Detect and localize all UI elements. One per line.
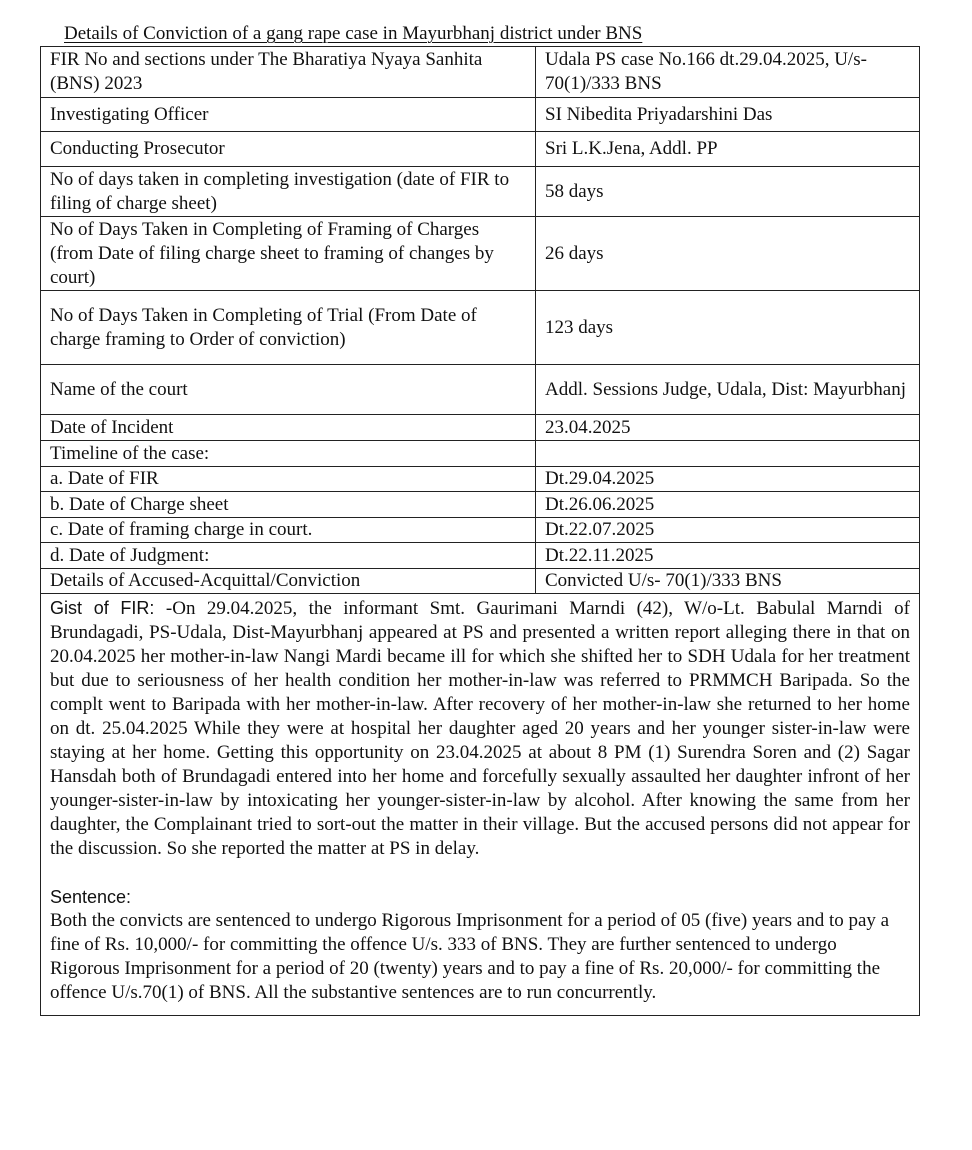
row-value: 123 days <box>536 291 920 365</box>
gist-heading: Gist of FIR: <box>50 598 155 618</box>
table-row <box>41 98 920 132</box>
row-label: Date of Incident <box>41 415 536 441</box>
row-value: Udala PS case No.166 dt.29.04.2025, U/s-70(1)/333 BNS <box>536 47 920 98</box>
table-row <box>41 543 920 569</box>
table-row <box>41 467 920 492</box>
row-value: Dt.26.06.2025 <box>536 492 920 518</box>
row-label: c. Date of framing charge in court. <box>41 518 536 543</box>
table-row <box>41 47 920 98</box>
gist-row <box>41 594 920 1016</box>
row-value: Addl. Sessions Judge, Udala, Dist: Mayurbhanj <box>536 365 920 415</box>
table-row <box>41 291 920 365</box>
document-title: Details of Conviction of a gang rape case in Mayurbhanj district under BNS <box>64 23 643 44</box>
row-value: 26 days <box>536 217 920 291</box>
row-label: b. Date of Charge sheet <box>41 492 536 518</box>
conviction-details-table <box>40 46 920 1016</box>
table-row <box>41 569 920 594</box>
row-label: No of Days Taken in Completing of Framing of Charges (from Date of filing charge sheet to framing of changes by court) <box>41 217 536 291</box>
gist-of-fir <box>50 596 910 861</box>
row-label: a. Date of FIR <box>41 467 536 492</box>
row-label: Timeline of the case: <box>41 441 536 467</box>
row-label: FIR No and sections under The Bharatiya Nyaya Sanhita (BNS) 2023 <box>41 47 536 98</box>
row-value: Sri L.K.Jena, Addl. PP <box>536 132 920 167</box>
table-row <box>41 492 920 518</box>
table-row <box>41 365 920 415</box>
row-label: Conducting Prosecutor <box>41 132 536 167</box>
row-value: 23.04.2025 <box>536 415 920 441</box>
row-label: No of Days Taken in Completing of Trial (From Date of charge framing to Order of conviction) <box>41 291 536 365</box>
table-row <box>41 167 920 217</box>
table-row <box>41 441 920 467</box>
row-label: Name of the court <box>41 365 536 415</box>
row-value: Convicted U/s- 70(1)/333 BNS <box>536 569 920 594</box>
row-label: d. Date of Judgment: <box>41 543 536 569</box>
row-value: SI Nibedita Priyadarshini Das <box>536 98 920 132</box>
row-value: 58 days <box>536 167 920 217</box>
row-label: Details of Accused-Acquittal/Conviction <box>41 569 536 594</box>
row-value: Dt.29.04.2025 <box>536 467 920 492</box>
row-label: No of days taken in completing investigation (date of FIR to filing of charge sheet) <box>41 167 536 217</box>
table-row <box>41 518 920 543</box>
row-value: Dt.22.11.2025 <box>536 543 920 569</box>
spacer <box>50 861 910 885</box>
table-row <box>41 132 920 167</box>
row-value: Dt.22.07.2025 <box>536 518 920 543</box>
table-row <box>41 415 920 441</box>
sentence-heading: Sentence: <box>50 887 132 907</box>
gist-sentence-cell <box>41 594 920 1016</box>
table-row <box>41 217 920 291</box>
row-label: Investigating Officer <box>41 98 536 132</box>
row-value <box>536 441 920 467</box>
sentence-text: Both the convicts are sentenced to undergo Rigorous Imprisonment for a period of 05 (five) years and to pay a fine of Rs. 10,000/- for committing the offence U/s. 333 of BNS. They are further sentenced to undergo Rigorous Imprisonment for a period of 20 (twenty) years and to pay a fine of Rs. 20,000/- for committing the offence U/s.70(1) of BNS. All the substantive sentences are to run concurrently. <box>50 910 890 1003</box>
gist-text: -On 29.04.2025, the informant Smt. Gaurimani Marndi (42), W/o-Lt. Babulal Marndi of Brundagadi, PS-Udala, Dist-Mayurbhanj appeared at PS and presented a written report alleging there in that on 20.04.2025 her mother-in-law Nangi Mardi became ill for which she shifted her to SDH Udala for her treatment but due to seriousness of her health condition her mother-in-law was referred to PRMMCH Baripada. So the complt went to Baripada with her mother-in-law. After recovery of her mother-in-law she returned to her home on dt. 25.04.2025 While they were at hospital her daughter aged 20 years and her younger sister-in-law were staying at her home. Getting this opportunity on 23.04.2025 at about 8 PM (1) Surendra Soren and (2) Sagar Hansdah both of Brundagadi entered into her home and forcefully sexually assaulted her daughter infront of her younger-sister-in-law by intoxicating her younger-sister-in-law by alcohol. After knowing the same from her daughter, the Complainant tried to sort-out the matter in their village. But the accused persons did not appear for the discussion. So she reported the matter at PS in delay. <box>50 598 910 859</box>
